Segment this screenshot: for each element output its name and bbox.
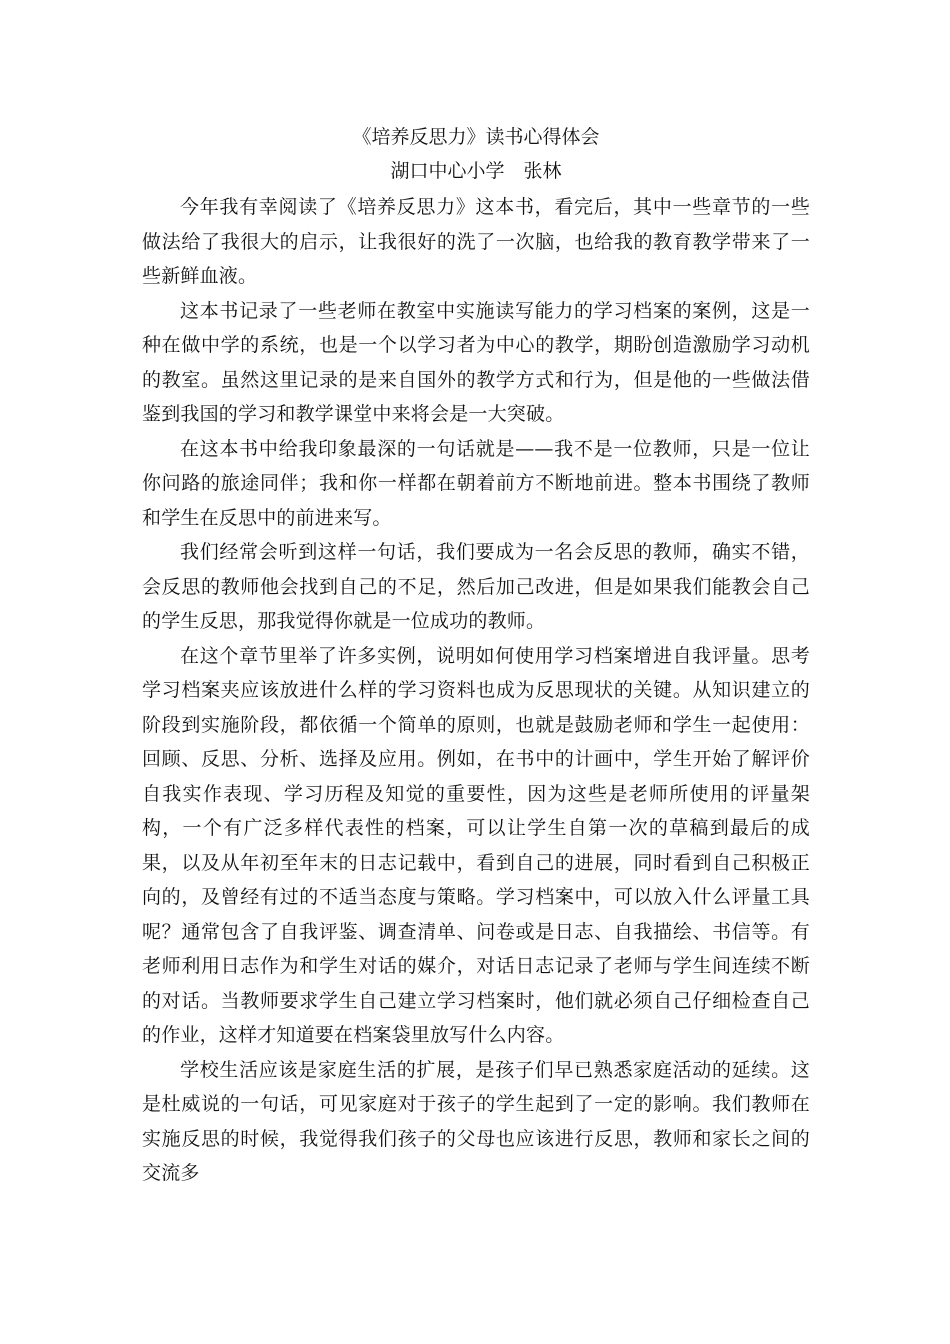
paragraph-4: 我们经常会听到这样一句话，我们要成为一名会反思的教师，确实不错，会反思的教师他会找到自己的不足，然后加己改进，但是如果我们能教会自己的学生反思，那我觉得你就是一位成功的教师。 [142,541,810,632]
author-line: 湖口中心小学 张林 [390,160,562,182]
paragraph-6: 学校生活应该是家庭生活的扩展，是孩子们早已熟悉家庭活动的延续。这是杜威说的一句话，可见家庭对于孩子的学生起到了一定的影响。我们教师在实施反思的时候，我觉得我们孩子的父母也应该进行反思，教师和家长之间的交流多 [142,1058,810,1184]
document-title: 《培养反思力》读书心得体会 [352,126,600,148]
paragraph-1: 今年我有幸阅读了《培养反思力》这本书，看完后，其中一些章节的一些做法给了我很大的启示，让我很好的洗了一次脑，也给我的教育教学带来了一些新鲜血液。 [142,196,810,287]
document-page [142,120,810,1191]
paragraph-5: 在这个章节里举了许多实例，说明如何使用学习档案增进自我评量。思考学习档案夹应该放进什么样的学习资料也成为反思现状的关键。从知识建立的阶段到实施阶段，都依循一个简单的原则，也就是鼓励老师和学生一起使用：回顾、反思、分析、选择及应用。例如，在书中的计画中，学生开始了解评价自我实作表现、学习历程及知觉的重要性，因为这些是老师所使用的评量架构，一个有广泛多样代表性的档案，可以让学生自第一次的草稿到最后的成果，以及从年初至年末的日志记载中，看到自己的进展，同时看到自己积极正向的，及曾经有过的不适当态度与策略。学习档案中，可以放入什么评量工具呢？通常包含了自我评鉴、调查清单、问卷或是日志、自我描绘、书信等。有老师利用日志作为和学生对话的媒介，对话日志记录了老师与学生间连续不断的对话。当教师要求学生自己建立学习档案时，他们就必须自己仔细检查自己的作业，这样才知道要在档案袋里放写什么内容。 [142,644,810,1046]
paragraph-3: 在这本书中给我印象最深的一句话就是——我不是一位教师，只是一位让你问路的旅途同伴；我和你一样都在朝着前方不断地前进。整本书围绕了教师和学生在反思中的前进来写。 [142,437,810,529]
paragraph-2: 这本书记录了一些老师在教室中实施读写能力的学习档案的案例，这是一种在做中学的系统，也是一个以学习者为中心的教学，期盼创造激励学习动机的教室。虽然这里记录的是来自国外的教学方式和行为，但是他的一些做法借鉴到我国的学习和教学课堂中来将会是一大突破。 [142,299,810,425]
